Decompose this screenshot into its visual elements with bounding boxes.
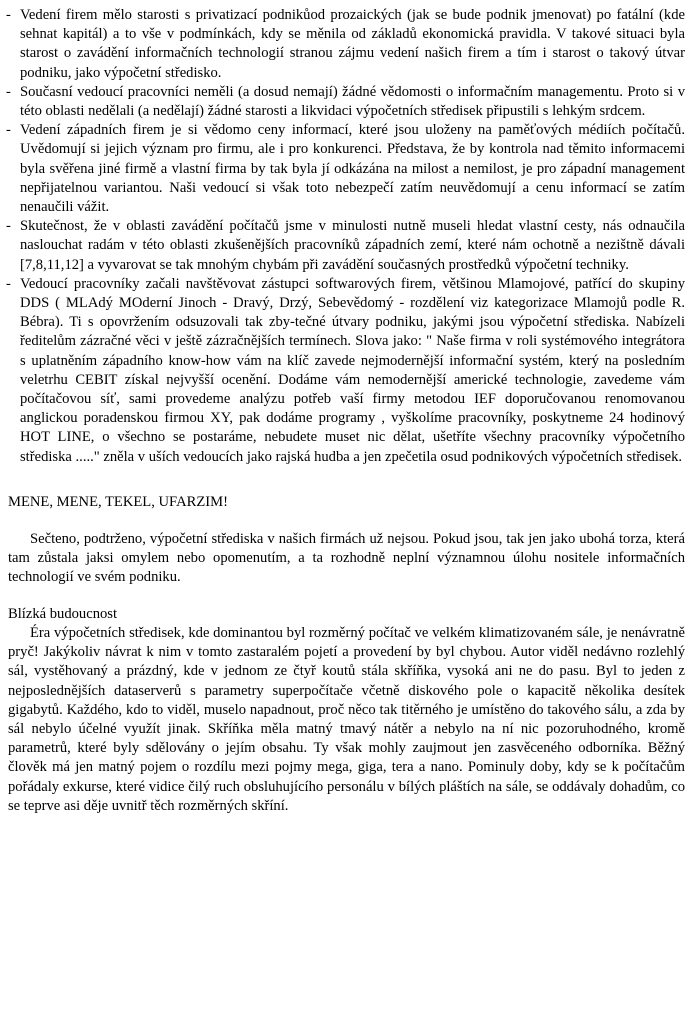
list-item xyxy=(6,217,685,275)
list-item xyxy=(6,275,685,467)
bullet-text: Vedení firem mělo starosti s privatizací podnikůod prozaických (jak se bude podnik jmenovat) po fatální (kde sehnat kapitál) a to vše v podmínkách, kdy se měnila od základů ekonomická pravidla. V takové situaci byla starost o zavádění informačních technologií stranou zájmu vedení našich firem a tím i starost o takový útvar podniku, jako výpočetní středisko. xyxy=(20,7,685,81)
bullet-text: Skutečnost, že v oblasti zavádění počítačů jsme v minulosti nutně museli hledat vlastní cesty, nás odnaučila naslouchat radám v této oblasti zkušenějších pracovníků západních zemí, které nám ochotně a nezištně dávali [7,8,11,12] a vyvarovat se tak mnohým chybám při zavádění současných prostředků výpočetní techniky. xyxy=(20,218,685,273)
bullet-dash: - xyxy=(6,218,11,235)
list-item xyxy=(6,83,685,121)
bullet-dash: - xyxy=(6,275,11,292)
subheading: Blízká budoucnost xyxy=(8,605,118,622)
bullet-list xyxy=(6,6,685,467)
bullet-text: Současní vedoucí pracovníci neměli (a dosud nemají) žádné vědomosti o informačním managementu. Proto si v této oblasti nedělali (a nedělají) žádné starosti a likvidaci výpočetních středisek připustili s lehkým srdcem. xyxy=(20,83,685,120)
section-heading: MENE, MENE, TEKEL, UFARZIM! xyxy=(8,493,228,510)
list-item xyxy=(6,121,685,217)
summary-paragraph: Sečteno, podtrženo, výpočetní střediska v našich firmách už nejsou. Pokud jsou, tak jen jako ubohá torza, která tam zůstala jaksi omylem nebo opomenutím, a ta rozhodně neplní významnou úlohu nositele informačních technologií ve svém podniku. xyxy=(8,531,685,586)
bullet-dash: - xyxy=(6,7,11,23)
bullet-dash: - xyxy=(6,122,11,139)
bullet-dash: - xyxy=(6,83,11,100)
bullet-text: Vedení západních firem je si vědomo ceny informací, které jsou uloženy na paměťových médiích počítačů. Uvědomují si jejich význam pro firmu, ale i pro konkurenci. Představa, že by kontrola nad těmito informacemi byla svěřena jiné firmě a vlastní firma by tak byla jí odkázána na milost a nemilost, je pro západní management nepřijatelnou variantou. Naši vedoucí si však toto nebezpečí zatím neuvědomují a cenu informací se zatím nenaučili vážit. xyxy=(20,122,685,216)
future-paragraph: Éra výpočetních středisek, kde dominantou byl rozměrný počítač ve velkém klimatizovaném sále, je nenávratně pryč! Jakýkoliv návrat k nim v tomto zastaralém pojetí a provedení by byl chybou. Autor viděl nedávno rozlehlý sál, vystěhovaný a prázdný, kde v jednom ze čtyř koutů stála skříňka, vysoká ani ne do pasu. Byl to jeden z nejposlednějších dataserverů s parametry superpočítače včetně diskového pole o kapacitě několika desítek gigabytů. Každého, kdo to viděl, muselo napadnout, proč něco tak titěrného je umístěno do takového sálu, a zda by sál nebylo účelné využít jinak. Skříňka měla matný tmavý nátěr a nebylo na ní nic pozoruhodného, kromě parametrů, které byly sdělovány o jejím obsahu. Ty však mohly zaujmout jen zasvěceného odborníka. Běžný člověk má jen matný pojem o rozdílu mezi pojmy mega, giga, tera a nano. Pominuly doby, kdy se k počítačům pořádaly exkurse, které vidice čilý ruch obsluhujícího personálu v bílých pláštích na sále, se oddávaly dohadům, co se teprve asi děje uvnitř těch rozměrných skříní. xyxy=(8,624,685,814)
bullet-text: Vedoucí pracovníky začali navštěvovat zástupci softwarových firem, většinou Mlamojové, patřící do skupiny DDS ( MLAdý MOderní Jinoch - Dravý, Drzý, Sebevědomý - rozdělení viz kategorizace Mlamojů podle R. Bébra). Ti s opovržením odsuzovali tak zby-tečné útvary podniku, jakými jsou výpočetní střediska. Nabízeli ředitelům zázračné věci v ještě zázračnějších termínech. Slova jako: " Naše firma v roli systémového integrátora s uplatněním západního know-how vám na klíč zavede nejmodernější informační systém, který na posledním veletrhu CEBIT získal nejvyšší ocenění. Dodáme vám nemodernější americké technologie, zavedeme vám počítačovou síť, sami provedeme analýzu potřeb vaší firmy metodou IEF doporučovanou renomovanou anglickou poradenskou firmou XY, pak dodáme programy , vyškolíme pracovníky, poskytneme 24 hodinový HOT LINE, o všechno se postaráme, nebudete muset nic dělat, ušetříte všechny pracovníky výpočetního střediska ....." zněla v uších vedoucích jako rajská hudba a jen zpečetila osud podnikových výpočetních středisek. xyxy=(20,275,685,465)
list-item xyxy=(6,6,685,83)
